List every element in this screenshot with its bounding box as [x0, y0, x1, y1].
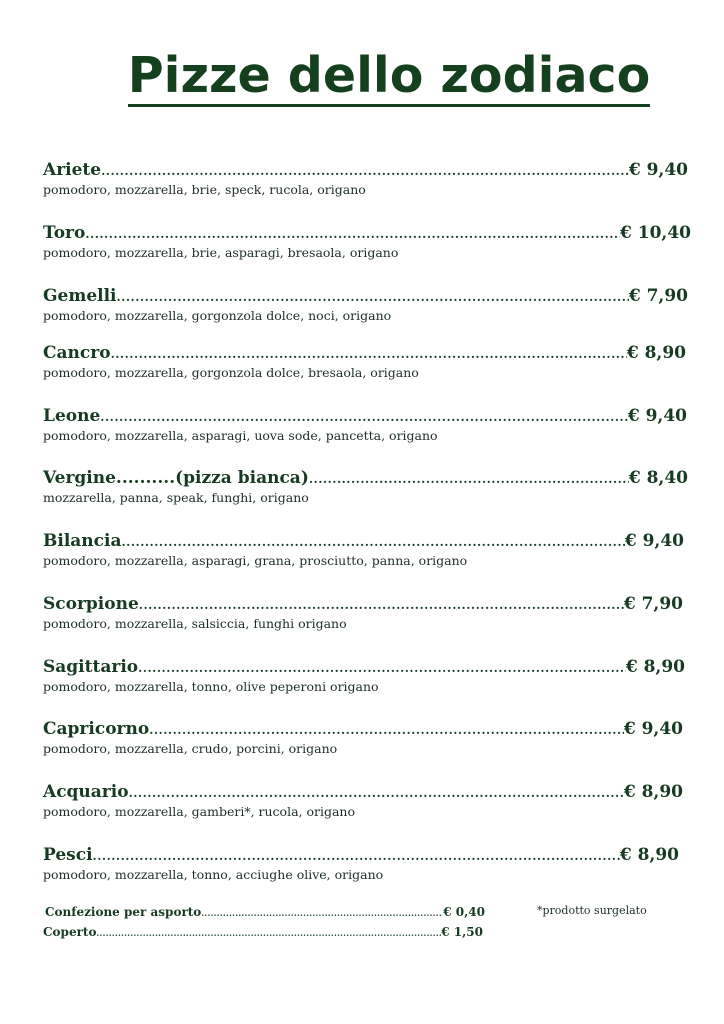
- menu-title-text: Pizze dello zodiaco: [128, 47, 651, 107]
- dot-leader: [111, 343, 627, 365]
- menu-item-line: [43, 159, 688, 182]
- pizza-price: € 8,90: [625, 657, 685, 677]
- pizza-name: Ariete: [43, 160, 102, 180]
- menu-item-sagittario: [43, 656, 685, 695]
- extra-name: Coperto: [43, 925, 97, 939]
- frozen-product-note: *prodotto surgelato: [537, 904, 647, 917]
- dot-leader: [139, 594, 624, 616]
- pizza-name: Sagittario: [43, 657, 139, 677]
- pizza-name: Capricorno: [43, 719, 150, 739]
- pizza-price: € 9,40: [627, 406, 687, 426]
- pizza-ingredients: pomodoro, mozzarella, crudo, porcini, origano: [43, 741, 338, 756]
- dot-leader: [138, 657, 626, 679]
- pizza-name: Bilancia: [43, 531, 122, 551]
- menu-item-line: [43, 530, 684, 553]
- menu-item-vergine: [43, 467, 688, 506]
- dot-leader: [117, 286, 629, 308]
- pizza-ingredients: pomodoro, mozzarella, salsiccia, funghi origano: [43, 616, 347, 631]
- pizza-ingredients: pomodoro, mozzarella, gamberi*, rucola, origano: [43, 804, 356, 819]
- menu-item-cancro: [43, 342, 686, 381]
- pizza-name: Acquario: [43, 782, 129, 802]
- menu-item-leone: [43, 405, 687, 444]
- menu-item-gemelli: [43, 285, 688, 324]
- menu-item-toro: [43, 222, 691, 261]
- menu-item-line: [43, 405, 687, 428]
- pizza-price: € 10,40: [620, 223, 691, 243]
- dot-leader: [149, 719, 624, 741]
- menu-title: [0, 46, 724, 106]
- pizza-ingredients: pomodoro, mozzarella, gorgonzola dolce, noci, origano: [43, 308, 392, 323]
- pizza-price: € 9,40: [624, 531, 684, 551]
- menu-item-bilancia: [43, 530, 684, 569]
- menu-item-line: [43, 781, 683, 804]
- pizza-ingredients: pomodoro, mozzarella, tonno, acciughe olive, origano: [43, 867, 384, 882]
- pizza-ingredients: pomodoro, mozzarella, asparagi, grana, prosciutto, panna, origano: [43, 553, 468, 568]
- menu-item-acquario: [43, 781, 683, 820]
- pizza-name: Gemelli: [43, 286, 117, 306]
- extra-takeaway-packaging: [45, 902, 485, 923]
- pizza-ingredients: pomodoro, mozzarella, tonno, olive peperoni origano: [43, 679, 379, 694]
- pizza-ingredients: mozzarella, panna, speak, funghi, origano: [43, 490, 309, 505]
- menu-item-line: [43, 593, 683, 616]
- pizza-ingredients: pomodoro, mozzarella, brie, speck, rucola, origano: [43, 182, 366, 197]
- menu-item-line: [43, 285, 688, 308]
- extra-line: [43, 922, 483, 943]
- menu-item-line: [43, 656, 685, 679]
- extra-price: € 0,40: [443, 905, 485, 919]
- dot-leader: [101, 160, 629, 182]
- pizza-price: € 7,90: [623, 594, 683, 614]
- extra-name: Confezione per asporto: [45, 905, 202, 919]
- pizza-price: € 8,40: [628, 468, 688, 488]
- menu-item-line: [43, 467, 688, 490]
- extra-line: [45, 902, 485, 923]
- dot-leader: [85, 223, 620, 245]
- pizza-name: Vergine..........(pizza bianca): [43, 468, 309, 488]
- menu-item-line: [43, 342, 686, 365]
- dot-leader: [121, 531, 624, 553]
- menu-item-line: [43, 222, 691, 245]
- pizza-price: € 8,90: [623, 782, 683, 802]
- extra-cover-charge: [43, 922, 483, 943]
- pizza-name: Toro: [43, 223, 86, 243]
- pizza-ingredients: pomodoro, mozzarella, brie, asparagi, bresaola, origano: [43, 245, 399, 260]
- menu-item-line: [43, 844, 679, 867]
- dot-leader: [309, 468, 629, 490]
- pizza-name: Scorpione: [43, 594, 139, 614]
- dot-leader: [96, 923, 441, 943]
- pizza-ingredients: pomodoro, mozzarella, asparagi, uova sode, pancetta, origano: [43, 428, 438, 443]
- dot-leader: [93, 845, 620, 867]
- pizza-name: Leone: [43, 406, 101, 426]
- dot-leader: [100, 406, 628, 428]
- pizza-price: € 8,90: [619, 845, 679, 865]
- pizza-name: Pesci: [43, 845, 93, 865]
- menu-item-line: [43, 718, 683, 741]
- dot-leader: [201, 903, 443, 923]
- pizza-price: € 7,90: [628, 286, 688, 306]
- menu-item-scorpione: [43, 593, 683, 632]
- dot-leader: [129, 782, 624, 804]
- menu-item-ariete: [43, 159, 688, 198]
- pizza-price: € 9,40: [623, 719, 683, 739]
- extra-price: € 1,50: [441, 925, 483, 939]
- pizza-price: € 8,90: [626, 343, 686, 363]
- menu-item-capricorno: [43, 718, 683, 757]
- menu-item-pesci: [43, 844, 679, 883]
- pizza-ingredients: pomodoro, mozzarella, gorgonzola dolce, bresaola, origano: [43, 365, 419, 380]
- pizza-name: Cancro: [43, 343, 111, 363]
- pizza-price: € 9,40: [628, 160, 688, 180]
